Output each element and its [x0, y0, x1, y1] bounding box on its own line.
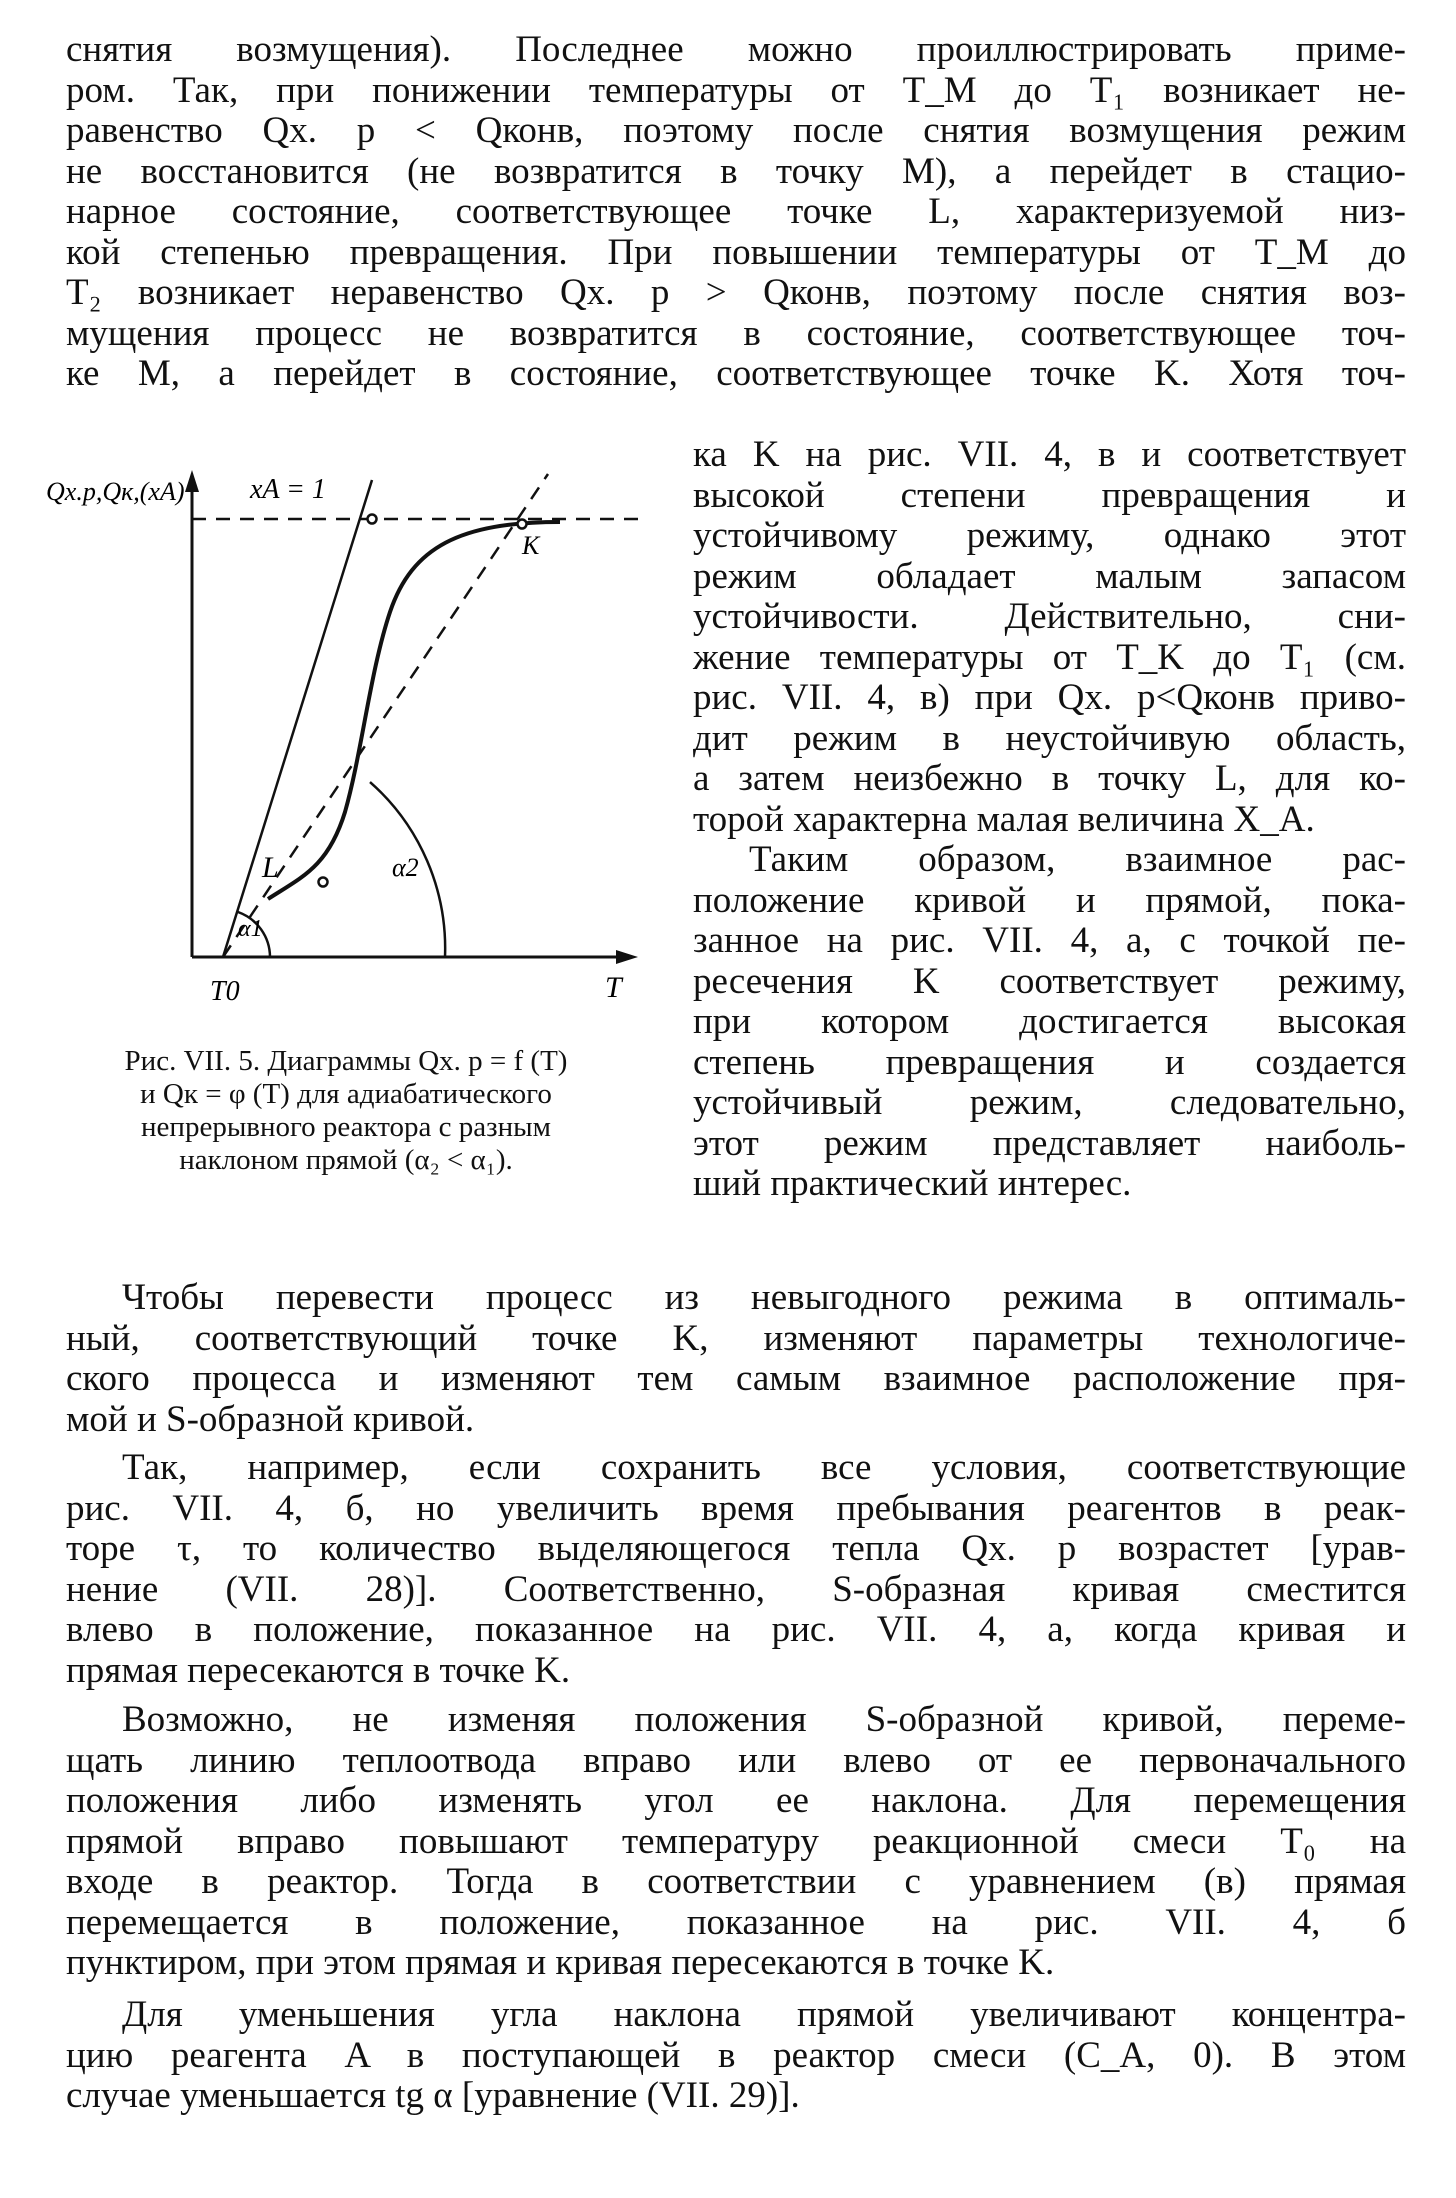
- figure-caption: [66, 1045, 626, 1177]
- s-curve: [268, 522, 560, 899]
- heat-removal-line-steep: [223, 480, 372, 957]
- text-line: прямая пересекаются в точке K.: [66, 1649, 571, 1691]
- point-L-label: L: [262, 851, 279, 884]
- text-line: Для уменьшения угла наклона прямой увеличивают концентра-: [122, 1994, 1406, 2035]
- asymptote-label: xA = 1: [250, 474, 326, 505]
- text-line: устойчивости. Действительно, сни-: [693, 596, 1406, 637]
- text-line: ресечения K соответствует режиму,: [693, 960, 1406, 1002]
- text-line: занное на рис. VII. 4, a, с точкой пе-: [693, 920, 1406, 961]
- text-line: дит режим в неустойчивую область,: [693, 717, 1406, 759]
- text-line: влево в положение, показанное на рис. VII. 4, a, когда кривая и: [66, 1609, 1406, 1650]
- text-line: цию реагента A в поступающей в реактор смеси (C_A, 0). В этом: [66, 2034, 1406, 2076]
- heat-removal-line-dashed: [223, 474, 548, 957]
- text-line: Так, например, если сохранить все условия, соответствующие: [122, 1447, 1406, 1488]
- text-line: T₂ возникает неравенство Qх. р > Qконв, поэтому после снятия воз-: [66, 272, 1406, 313]
- caption-line: Рис. VII. 5. Диаграммы Qх. р = f (T): [124, 1045, 568, 1077]
- diagram-figure: [40, 452, 680, 1022]
- y-axis-label: Qх.р,Qк,(xA): [46, 477, 185, 506]
- text-line: рис. VII. 4, б, но увеличить время пребывания реагентов в реак-: [66, 1487, 1406, 1529]
- x-axis-label: T: [605, 971, 622, 1004]
- x-axis-arrow: [616, 950, 638, 964]
- paragraph-5: [66, 1995, 1406, 2117]
- text-line: нение (VII. 28)]. Соответственно, S-образная кривая сместится: [66, 1568, 1406, 1610]
- text-line: рис. VII. 4, в) при Qх. р<Qконв приво-: [693, 677, 1406, 718]
- text-line: торе τ, то количество выделяющегося тепла Qх. р возрастет [урав-: [66, 1528, 1406, 1569]
- text-line: Таким образом, взаимное рас-: [749, 839, 1406, 880]
- text-line: не восстановится (не возвратится в точку M), а перейдет в стацио-: [66, 150, 1406, 192]
- text-line: степень превращения и создается: [693, 1041, 1406, 1083]
- text-line: положения либо изменять угол ее наклона. Для перемещения: [66, 1780, 1406, 1821]
- point-K-label: K: [522, 531, 540, 560]
- text-line: случае уменьшается tg α [уравнение (VII. 29)].: [66, 2075, 800, 2116]
- text-line: ром. Так, при понижении температуры от T_M до T₁ возникает не-: [66, 69, 1406, 111]
- caption-line: непрерывного реактора с разным: [141, 1111, 551, 1143]
- paragraph-top: [66, 30, 1406, 395]
- y-axis-arrow: [185, 470, 199, 492]
- text-line: входе в реактор. Тогда в соответствии с уравнением (в) прямая: [66, 1861, 1406, 1902]
- text-line: ского процесса и изменяют тем самым взаимное расположение пря-: [66, 1358, 1406, 1399]
- angle1-label: α1: [238, 916, 263, 942]
- text-line: щать линию теплоотвода вправо или влево от ее первоначального: [66, 1739, 1406, 1781]
- text-line: перемещается в положение, показанное на рис. VII. 4, б: [66, 1901, 1406, 1943]
- text-line: при котором достигается высокая: [693, 1001, 1406, 1042]
- text-line: устойчивому режиму, однако этот: [693, 515, 1406, 556]
- origin-label: T0: [210, 976, 240, 1007]
- paragraph-3: [66, 1448, 1406, 1691]
- text-line: ший практический интерес.: [693, 1163, 1132, 1204]
- point-L-marker: [319, 878, 328, 887]
- text-line: устойчивый режим, следовательно,: [693, 1082, 1406, 1123]
- text-line: Чтобы перевести процесс из невыгодного режима в оптималь-: [122, 1277, 1406, 1318]
- paragraph-2: [66, 1278, 1406, 1440]
- text-line: ка K на рис. VII. 4, в и соответствует: [693, 434, 1406, 475]
- point-K-marker: [518, 520, 527, 529]
- caption-line: и Qк = φ (T) для адиабатического: [140, 1078, 552, 1110]
- paragraph-4: [66, 1700, 1406, 1984]
- column-right: [693, 435, 1406, 1205]
- text-line: снятия возмущения). Последнее можно проиллюстрировать приме-: [66, 29, 1406, 70]
- text-line: мой и S-образной кривой.: [66, 1398, 475, 1440]
- text-line: прямой вправо повышают температуру реакционной смеси T₀ на: [66, 1820, 1406, 1862]
- text-line: этот режим представляет наиболь-: [693, 1122, 1406, 1164]
- point-intersection-top: [368, 515, 377, 524]
- text-line: равенство Qх. р < Qконв, поэтому после снятия возмущения режим: [66, 110, 1406, 151]
- text-line: нарное состояние, соответствующее точке L, характеризуемой низ-: [66, 191, 1406, 232]
- text-line: ке M, а перейдет в состояние, соответствующее точке K. Хотя точ-: [66, 353, 1406, 394]
- text-line: режим обладает малым запасом: [693, 555, 1406, 597]
- text-line: Возможно, не изменяя положения S-образной кривой, переме-: [122, 1699, 1406, 1740]
- text-line: пунктиром, при этом прямая и кривая пересекаются в точке K.: [66, 1942, 1055, 1983]
- text-line: кой степенью превращения. При повышении температуры от T_M до: [66, 231, 1406, 273]
- caption-line: наклоном прямой (α₂ < α₁).: [179, 1144, 513, 1176]
- text-line: мущения процесс не возвратится в состояние, соответствующее точ-: [66, 312, 1406, 354]
- text-line: жение температуры от T_K до T₁ (см.: [693, 636, 1406, 678]
- text-line: положение кривой и прямой, пока-: [693, 879, 1406, 921]
- angle2-label: α2: [392, 853, 419, 882]
- text-line: торой характерна малая величина X_A.: [693, 798, 1315, 840]
- text-line: а затем неизбежно в точку L, для ко-: [693, 758, 1406, 799]
- text-line: высокой степени превращения и: [693, 474, 1406, 516]
- text-line: ный, соответствующий точке K, изменяют параметры технологиче-: [66, 1317, 1406, 1359]
